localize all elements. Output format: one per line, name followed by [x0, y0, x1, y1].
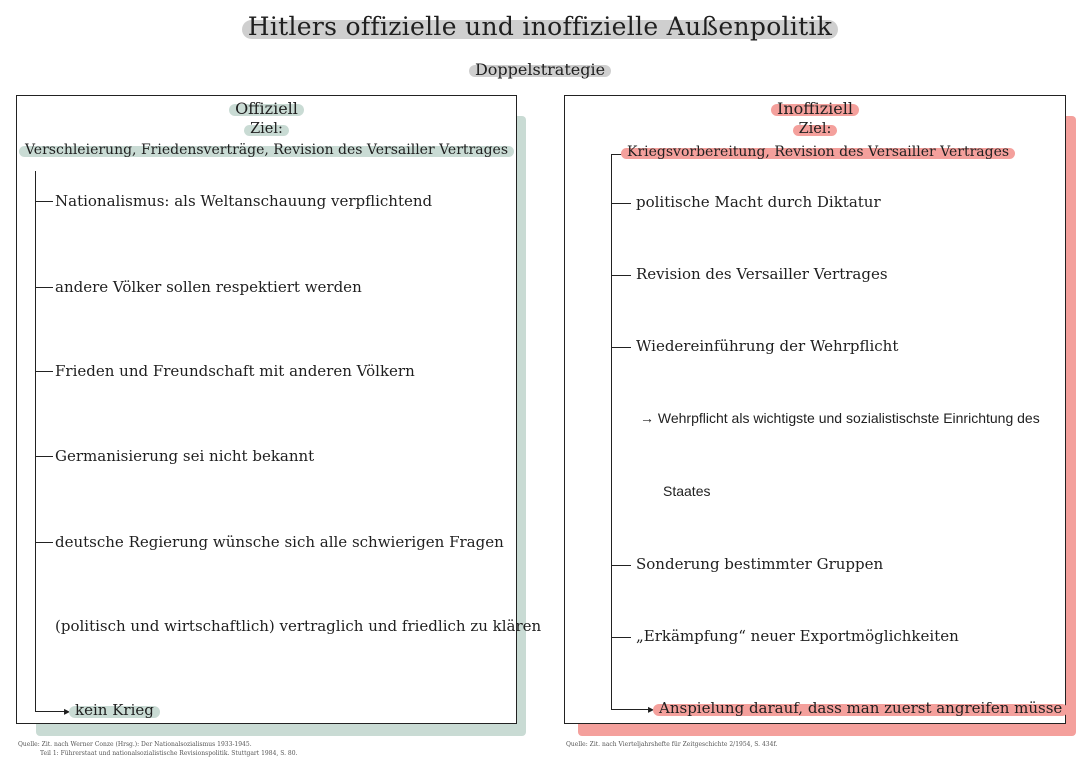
unofficial-branch — [611, 203, 631, 204]
unofficial-goal — [627, 144, 1009, 160]
unofficial-title — [565, 99, 1065, 118]
official-branch — [35, 456, 53, 457]
unofficial-conclusion-text: Anspielung darauf, dass man zuerst angreifen müsse — [659, 699, 1063, 717]
official-branch — [35, 371, 53, 372]
official-branch — [35, 542, 53, 543]
official-item: Germanisierung sei nicht bekannt — [55, 447, 315, 465]
official-item-continuation: (politisch und wirtschaftlich) vertraglich und friedlich zu klären — [55, 617, 542, 635]
official-title — [17, 99, 516, 118]
unofficial-item: politische Macht durch Diktatur — [636, 193, 881, 211]
official-source-line1: Quelle: Zit. nach Werner Conze (Hrsg.): Der Nationalsozialismus 1933-1945. — [18, 741, 252, 748]
official-source-line2: Teil 1: Führerstaat und nationalsozialistische Revisionspolitik. Stuttgart 1984, S. 80. — [40, 750, 298, 757]
arrow-right-icon: ▸ — [64, 704, 71, 718]
unofficial-tree-line — [611, 154, 612, 710]
unofficial-goal-text: Kriegsvorbereitung, Revision des Versailler Vertrages — [627, 144, 1010, 160]
unofficial-branch — [611, 347, 631, 348]
official-goal — [17, 142, 516, 158]
unofficial-conclusion-arrow — [611, 709, 651, 710]
official-panel — [16, 95, 542, 724]
official-goal-label — [17, 121, 516, 137]
unofficial-subitem: → Wehrpflicht als wichtigste und sozialistischste Einrichtung des — [640, 410, 1040, 426]
page-title-text: Hitlers offizielle und inoffizielle Außenpolitik — [247, 12, 833, 41]
unofficial-item: „Erkämpfung“ neuer Exportmöglichkeiten — [636, 627, 959, 645]
unofficial-source: Quelle: Zit. nach Vierteljahrshefte für Zeitgeschichte 2/1954, S. 434f. — [566, 741, 778, 748]
unofficial-title-text: Inoffiziell — [777, 99, 853, 118]
official-item: Nationalismus: als Weltanschauung verpflichtend — [55, 192, 433, 210]
unofficial-branch — [611, 275, 631, 276]
page-title — [0, 12, 1080, 41]
official-conclusion-arrow — [35, 711, 67, 712]
unofficial-item: Sonderung bestimmter Gruppen — [636, 555, 884, 573]
unofficial-goal-label-text: Ziel: — [798, 121, 832, 137]
official-conclusion-text: kein Krieg — [75, 701, 154, 719]
official-tree-line — [35, 171, 36, 712]
unofficial-branch — [611, 565, 631, 566]
official-branch — [35, 287, 53, 288]
official-title-text: Offiziell — [235, 99, 298, 118]
official-branch — [35, 201, 53, 202]
official-goal-label-text: Ziel: — [250, 121, 283, 137]
unofficial-goal-label — [565, 121, 1065, 137]
unofficial-item: Wiedereinführung der Wehrpflicht — [636, 337, 899, 355]
official-conclusion — [75, 701, 154, 719]
official-goal-text: Verschleierung, Friedensverträge, Revision des Versailler Vertrages — [24, 142, 509, 158]
unofficial-branch — [611, 637, 631, 638]
unofficial-subitem-continuation: Staates — [663, 483, 711, 499]
arrow-right-icon: ▸ — [648, 702, 655, 716]
page-subtitle-text: Doppelstrategie — [474, 60, 606, 79]
official-item: deutsche Regierung wünsche sich alle schwierigen Fragen — [55, 533, 504, 551]
official-item: andere Völker sollen respektiert werden — [55, 278, 362, 296]
page-subtitle — [0, 60, 1080, 79]
official-source — [18, 740, 297, 758]
unofficial-item: Revision des Versailler Vertrages — [636, 265, 888, 283]
unofficial-conclusion — [659, 699, 1062, 717]
official-item: Frieden und Freundschaft mit anderen Völkern — [55, 362, 415, 380]
unofficial-panel — [564, 95, 1066, 724]
